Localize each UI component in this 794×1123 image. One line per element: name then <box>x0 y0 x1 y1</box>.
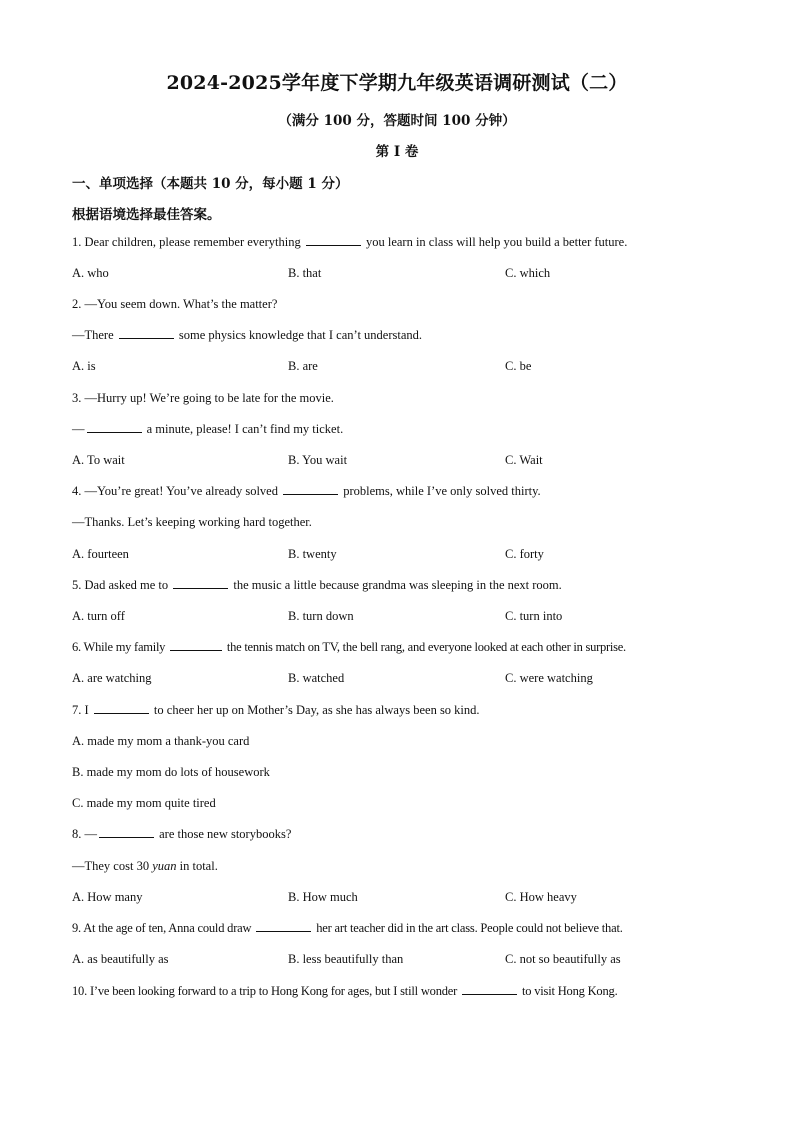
question-8-dialogue-2: —They cost 30 yuan in total. <box>72 859 218 873</box>
question-6-option-b: B. watched <box>288 671 345 685</box>
question-3-option-b: B. You wait <box>288 453 348 467</box>
answer-blank <box>87 431 142 433</box>
question-10-stem: 10. I’ve been looking forward to a trip to Hong Kong for ages, but I still wonder to visit Hong Kong. <box>72 984 618 998</box>
question-6-option-c: C. were watching <box>505 671 593 685</box>
question-9-option-b: B. less beautifully than <box>288 952 404 966</box>
answer-blank <box>283 493 338 495</box>
answer-blank <box>119 337 174 339</box>
question-1-option-b: B. that <box>288 266 322 280</box>
volume-label: 第 I 卷 <box>375 144 419 160</box>
question-9-option-c: C. not so beautifully as <box>505 952 621 966</box>
question-2-option-b: B. are <box>288 359 318 373</box>
answer-blank <box>170 649 222 651</box>
question-2-dialogue-1: 2. —You seem down. What’s the matter? <box>72 297 278 311</box>
question-7-option-a: A. made my mom a thank-you card <box>72 734 250 748</box>
answer-blank <box>462 993 517 995</box>
question-7-option-b: B. made my mom do lots of housework <box>72 765 270 779</box>
question-1-option-c: C. which <box>505 266 551 280</box>
question-3-option-a: A. To wait <box>72 453 125 467</box>
answer-blank <box>99 836 154 838</box>
question-4-option-c: C. forty <box>505 547 544 561</box>
question-4-stem: 4. —You’re great! You’ve already solved problems, while I’ve only solved thirty. <box>72 484 541 498</box>
answer-blank <box>173 587 228 589</box>
question-8-option-c: C. How heavy <box>505 890 577 904</box>
question-1-stem: 1. Dear children, please remember everything you learn in class will help you build a better future. <box>72 235 628 249</box>
section-heading: 一、单项选择（本题共 10 分，每小题 1 分） <box>72 176 349 192</box>
question-2-stem: —There some physics knowledge that I can’t understand. <box>72 328 423 342</box>
answer-blank <box>306 244 361 246</box>
question-6-stem: 6. While my family the tennis match on TV, the bell rang, and everyone looked at each other in surprise. <box>72 640 626 654</box>
question-5-option-a: A. turn off <box>72 609 125 623</box>
question-4-option-b: B. twenty <box>288 547 337 561</box>
question-2-option-a: A. is <box>72 359 96 373</box>
answer-blank <box>94 712 149 714</box>
section-instruction: 根据语境选择最佳答案。 <box>72 207 221 223</box>
answer-blank <box>256 930 311 932</box>
question-4-option-a: A. fourteen <box>72 547 129 561</box>
question-7-stem: 7. I to cheer her up on Mother’s Day, as she has always been so kind. <box>72 703 480 717</box>
question-1-option-a: A. who <box>72 266 109 280</box>
question-9-stem: 9. At the age of ten, Anna could draw her art teacher did in the art class. People could not believe that. <box>72 921 623 935</box>
question-5-stem: 5. Dad asked me to the music a little because grandma was sleeping in the next room. <box>72 578 562 592</box>
question-8-option-a: A. How many <box>72 890 143 904</box>
question-3-stem: — a minute, please! I can’t find my ticket. <box>72 422 344 436</box>
question-8-stem: 8. — are those new storybooks? <box>72 827 292 841</box>
exam-title: 2024-2025学年度下学期九年级英语调研测试（二） <box>166 72 628 94</box>
question-3-dialogue-1: 3. —Hurry up! We’re going to be late for the movie. <box>72 391 334 405</box>
question-4-dialogue-2: —Thanks. Let’s keeping working hard together. <box>72 515 312 529</box>
question-5-option-c: C. turn into <box>505 609 563 623</box>
question-5-option-b: B. turn down <box>288 609 354 623</box>
question-9-option-a: A. as beautifully as <box>72 952 169 966</box>
question-2-option-c: C. be <box>505 359 532 373</box>
question-6-option-a: A. are watching <box>72 671 152 685</box>
question-3-option-c: C. Wait <box>505 453 543 467</box>
question-7-option-c: C. made my mom quite tired <box>72 796 216 810</box>
exam-subtitle: （满分 100 分，答题时间 100 分钟） <box>278 113 516 129</box>
question-8-option-b: B. How much <box>288 890 358 904</box>
